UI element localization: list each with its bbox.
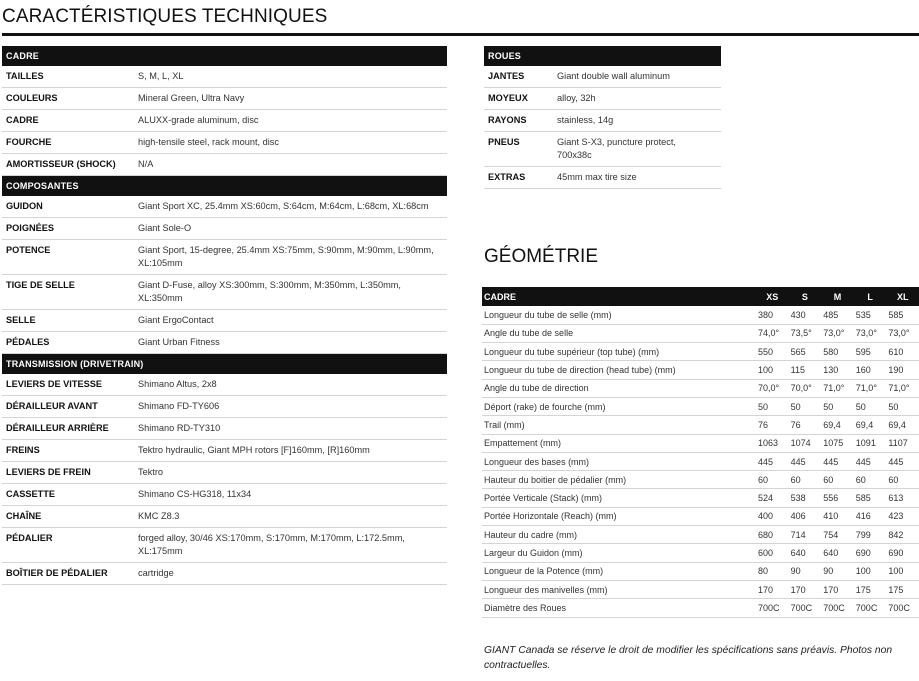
section-header: TRANSMISSION (DRIVETRAIN) bbox=[2, 354, 447, 374]
geometry-value: 76 bbox=[756, 416, 789, 434]
geometry-label: Empattement (mm) bbox=[482, 434, 756, 452]
geometry-label: Longueur du tube de selle (mm) bbox=[482, 306, 756, 324]
geometry-row bbox=[482, 471, 919, 489]
geometry-value: 170 bbox=[756, 580, 789, 598]
spec-label: TAILLES bbox=[6, 71, 44, 81]
spec-value: forged alloy, 30/46 XS:170mm, S:170mm, M:170mm, L:172.5mm, XL:175mm bbox=[138, 533, 405, 556]
spec-value: stainless, 14g bbox=[557, 115, 614, 125]
spec-label: BOÎTIER DE PÉDALIER bbox=[6, 568, 108, 578]
spec-value: KMC Z8.3 bbox=[138, 511, 180, 521]
spec-value: Shimano CS-HG318, 11x34 bbox=[138, 489, 252, 499]
spec-label: LEVIERS DE VITESSE bbox=[6, 379, 102, 389]
geometry-header-row bbox=[482, 287, 919, 306]
geometry-value: 69,4 bbox=[886, 416, 919, 434]
size-header: XL bbox=[886, 287, 919, 306]
geometry-value: 74,0° bbox=[756, 324, 789, 342]
geometry-label: Déport (rake) de fourche (mm) bbox=[482, 397, 756, 415]
title-rule bbox=[2, 33, 919, 36]
geometry-row bbox=[482, 489, 919, 507]
geometry-value: 842 bbox=[886, 526, 919, 544]
spec-value: Giant Urban Fitness bbox=[138, 337, 220, 347]
geometry-header-label: CADRE bbox=[482, 287, 756, 306]
geometry-value: 90 bbox=[789, 562, 822, 580]
geometry-value: 416 bbox=[854, 507, 887, 525]
spec-row bbox=[2, 332, 447, 354]
spec-value: 45mm max tire size bbox=[557, 172, 637, 182]
geometry-label: Diamètre des Roues bbox=[482, 599, 756, 617]
spec-label: DÉRAILLEUR AVANT bbox=[6, 401, 98, 411]
geometry-row bbox=[482, 397, 919, 415]
geometry-value: 400 bbox=[756, 507, 789, 525]
spec-row bbox=[484, 66, 721, 88]
spec-row bbox=[2, 154, 447, 176]
geometry-row bbox=[482, 416, 919, 434]
spec-value: S, M, L, XL bbox=[138, 71, 184, 81]
geometry-value: 1075 bbox=[821, 434, 854, 452]
geometry-row bbox=[482, 544, 919, 562]
geometry-value: 700C bbox=[756, 599, 789, 617]
spec-label: LEVIERS DE FREIN bbox=[6, 467, 91, 477]
spec-label: FOURCHE bbox=[6, 137, 52, 147]
geometry-value: 680 bbox=[756, 526, 789, 544]
geometry-value: 445 bbox=[821, 452, 854, 470]
spec-row bbox=[2, 528, 447, 563]
spec-value: alloy, 32h bbox=[557, 93, 596, 103]
spec-row bbox=[2, 110, 447, 132]
spec-label: POIGNÉES bbox=[6, 223, 54, 233]
geometry-value: 613 bbox=[886, 489, 919, 507]
geometry-value: 445 bbox=[886, 452, 919, 470]
geometry-value: 1107 bbox=[886, 434, 919, 452]
geometry-value: 1063 bbox=[756, 434, 789, 452]
spec-value: Shimano Altus, 2x8 bbox=[138, 379, 217, 389]
spec-value: Giant ErgoContact bbox=[138, 315, 214, 325]
geometry-value: 580 bbox=[821, 343, 854, 361]
geometry-value: 69,4 bbox=[821, 416, 854, 434]
geometry-value: 73,5° bbox=[789, 324, 822, 342]
geometry-value: 1074 bbox=[789, 434, 822, 452]
spec-value: N/A bbox=[138, 159, 154, 169]
spec-label: TIGE DE SELLE bbox=[6, 280, 75, 290]
spec-value: high-tensile steel, rack mount, disc bbox=[138, 137, 279, 147]
spec-row bbox=[2, 440, 447, 462]
geometry-row bbox=[482, 361, 919, 379]
spec-label: CASSETTE bbox=[6, 489, 56, 499]
section-header: ROUES bbox=[484, 46, 721, 66]
geometry-value: 190 bbox=[886, 361, 919, 379]
geometry-value: 410 bbox=[821, 507, 854, 525]
spec-label: SELLE bbox=[6, 315, 36, 325]
geometry-value: 600 bbox=[756, 544, 789, 562]
spec-value: Tektro hydraulic, Giant MPH rotors [F]160mm, [R]160mm bbox=[138, 445, 370, 455]
geometry-value: 445 bbox=[789, 452, 822, 470]
spec-label: POTENCE bbox=[6, 245, 51, 255]
spec-table-left bbox=[2, 46, 447, 585]
geometry-row bbox=[482, 306, 919, 324]
spec-row bbox=[484, 110, 721, 132]
geometry-value: 690 bbox=[886, 544, 919, 562]
geometry-value: 50 bbox=[886, 397, 919, 415]
geometry-row bbox=[482, 526, 919, 544]
geometry-value: 423 bbox=[886, 507, 919, 525]
geometry-value: 445 bbox=[854, 452, 887, 470]
geometry-value: 550 bbox=[756, 343, 789, 361]
spec-label: PÉDALIER bbox=[6, 533, 53, 543]
geometry-value: 175 bbox=[886, 580, 919, 598]
geometry-label: Portée Verticale (Stack) (mm) bbox=[482, 489, 756, 507]
geometry-value: 170 bbox=[789, 580, 822, 598]
spec-label: CADRE bbox=[6, 115, 39, 125]
geometry-label: Longueur du tube supérieur (top tube) (mm) bbox=[482, 343, 756, 361]
geometry-value: 380 bbox=[756, 306, 789, 324]
geometry-value: 80 bbox=[756, 562, 789, 580]
spec-value: Shimano FD-TY606 bbox=[138, 401, 220, 411]
spec-row bbox=[2, 462, 447, 484]
geometry-row bbox=[482, 343, 919, 361]
geometry-value: 160 bbox=[854, 361, 887, 379]
geometry-value: 700C bbox=[789, 599, 822, 617]
geometry-value: 700C bbox=[886, 599, 919, 617]
geometry-value: 130 bbox=[821, 361, 854, 379]
spec-row bbox=[2, 196, 447, 218]
spec-row bbox=[2, 563, 447, 585]
size-header: XS bbox=[756, 287, 789, 306]
size-header: S bbox=[789, 287, 822, 306]
spec-label: AMORTISSEUR (SHOCK) bbox=[6, 159, 116, 169]
spec-label: COULEURS bbox=[6, 93, 58, 103]
geometry-label: Longueur des manivelles (mm) bbox=[482, 580, 756, 598]
geometry-value: 100 bbox=[886, 562, 919, 580]
geometry-value: 60 bbox=[821, 471, 854, 489]
spec-row bbox=[2, 418, 447, 440]
geometry-value: 595 bbox=[854, 343, 887, 361]
spec-value: ALUXX-grade aluminum, disc bbox=[138, 115, 259, 125]
geometry-label: Hauteur du boitier de pédalier (mm) bbox=[482, 471, 756, 489]
geometry-label: Longueur des bases (mm) bbox=[482, 452, 756, 470]
geometry-value: 73,0° bbox=[854, 324, 887, 342]
geometry-label: Trail (mm) bbox=[482, 416, 756, 434]
spec-label: PNEUS bbox=[488, 137, 520, 147]
geometry-value: 175 bbox=[854, 580, 887, 598]
geometry-label: Angle du tube de selle bbox=[482, 324, 756, 342]
geometry-value: 406 bbox=[789, 507, 822, 525]
geometry-value: 50 bbox=[854, 397, 887, 415]
geometry-value: 754 bbox=[821, 526, 854, 544]
geometry-value: 700C bbox=[821, 599, 854, 617]
geometry-table bbox=[482, 287, 919, 618]
geometry-value: 115 bbox=[789, 361, 822, 379]
geometry-label: Portée Horizontale (Reach) (mm) bbox=[482, 507, 756, 525]
geometry-value: 73,0° bbox=[821, 324, 854, 342]
geometry-value: 538 bbox=[789, 489, 822, 507]
geometry-value: 610 bbox=[886, 343, 919, 361]
geometry-value: 71,0° bbox=[821, 379, 854, 397]
geometry-value: 640 bbox=[789, 544, 822, 562]
geometry-value: 70,0° bbox=[756, 379, 789, 397]
geometry-value: 50 bbox=[821, 397, 854, 415]
geometry-value: 60 bbox=[886, 471, 919, 489]
spec-row bbox=[2, 218, 447, 240]
geometry-label: Angle du tube de direction bbox=[482, 379, 756, 397]
spec-row bbox=[2, 506, 447, 528]
geometry-row bbox=[482, 434, 919, 452]
geometry-label: Hauteur du cadre (mm) bbox=[482, 526, 756, 544]
geometry-value: 71,0° bbox=[886, 379, 919, 397]
geometry-value: 73,0° bbox=[886, 324, 919, 342]
spec-label: RAYONS bbox=[488, 115, 527, 125]
geometry-value: 170 bbox=[821, 580, 854, 598]
geometry-value: 640 bbox=[821, 544, 854, 562]
spec-table-roues bbox=[484, 46, 721, 189]
geometry-label: Longueur du tube de direction (head tube) (mm) bbox=[482, 361, 756, 379]
geometry-value: 69,4 bbox=[854, 416, 887, 434]
geometry-row bbox=[482, 507, 919, 525]
geometry-value: 714 bbox=[789, 526, 822, 544]
geometry-value: 70,0° bbox=[789, 379, 822, 397]
spec-value: Giant double wall aluminum bbox=[557, 71, 670, 81]
geometry-value: 60 bbox=[854, 471, 887, 489]
spec-label: FREINS bbox=[6, 445, 40, 455]
geometry-row bbox=[482, 379, 919, 397]
geometry-value: 60 bbox=[756, 471, 789, 489]
geometry-value: 50 bbox=[789, 397, 822, 415]
geometry-title: GÉOMÉTRIE bbox=[484, 246, 599, 267]
spec-row bbox=[2, 374, 447, 396]
spec-row bbox=[484, 132, 721, 167]
geometry-value: 445 bbox=[756, 452, 789, 470]
size-header: M bbox=[821, 287, 854, 306]
spec-value: Giant Sport XC, 25.4mm XS:60cm, S:64cm, M:64cm, L:68cm, XL:68cm bbox=[138, 201, 429, 211]
geometry-value: 90 bbox=[821, 562, 854, 580]
spec-row bbox=[2, 88, 447, 110]
spec-row bbox=[484, 88, 721, 110]
spec-label: CHAÎNE bbox=[6, 511, 42, 521]
geometry-row bbox=[482, 324, 919, 342]
spec-value: Giant D-Fuse, alloy XS:300mm, S:300mm, M:350mm, L:350mm, XL:350mm bbox=[138, 280, 401, 303]
geometry-value: 524 bbox=[756, 489, 789, 507]
geometry-row bbox=[482, 562, 919, 580]
geometry-value: 430 bbox=[789, 306, 822, 324]
geometry-row bbox=[482, 599, 919, 617]
geometry-value: 60 bbox=[789, 471, 822, 489]
geometry-value: 556 bbox=[821, 489, 854, 507]
spec-label: JANTES bbox=[488, 71, 525, 81]
geometry-value: 700C bbox=[854, 599, 887, 617]
geometry-label: Largeur du Guidon (mm) bbox=[482, 544, 756, 562]
spec-row bbox=[2, 396, 447, 418]
geometry-value: 100 bbox=[756, 361, 789, 379]
geometry-value: 585 bbox=[886, 306, 919, 324]
spec-row bbox=[2, 132, 447, 154]
section-header: COMPOSANTES bbox=[2, 176, 447, 196]
spec-row bbox=[2, 275, 447, 310]
geometry-value: 565 bbox=[789, 343, 822, 361]
spec-value: Mineral Green, Ultra Navy bbox=[138, 93, 245, 103]
geometry-label: Longueur de la Potence (mm) bbox=[482, 562, 756, 580]
spec-label: DÉRAILLEUR ARRIÈRE bbox=[6, 423, 109, 433]
geometry-value: 1091 bbox=[854, 434, 887, 452]
spec-row bbox=[2, 310, 447, 332]
spec-row bbox=[2, 240, 447, 275]
geometry-row bbox=[482, 580, 919, 598]
geometry-row bbox=[482, 452, 919, 470]
spec-value: Giant Sole-O bbox=[138, 223, 192, 233]
spec-label: PÉDALES bbox=[6, 337, 50, 347]
page-title: CARACTÉRISTIQUES TECHNIQUES bbox=[2, 6, 328, 27]
spec-label: GUIDON bbox=[6, 201, 43, 211]
geometry-value: 71,0° bbox=[854, 379, 887, 397]
geometry-value: 485 bbox=[821, 306, 854, 324]
size-header: L bbox=[854, 287, 887, 306]
spec-label: MOYEUX bbox=[488, 93, 528, 103]
geometry-value: 100 bbox=[854, 562, 887, 580]
spec-label: EXTRAS bbox=[488, 172, 526, 182]
geometry-value: 76 bbox=[789, 416, 822, 434]
disclaimer-note: GIANT Canada se réserve le droit de modifier les spécifications sans préavis. Photos non contractuelles. bbox=[484, 645, 893, 671]
spec-value: cartridge bbox=[138, 568, 174, 578]
spec-row bbox=[2, 484, 447, 506]
geometry-value: 690 bbox=[854, 544, 887, 562]
spec-value: Giant Sport, 15-degree, 25.4mm XS:75mm, S:90mm, M:90mm, L:90mm, XL:105mm bbox=[138, 245, 434, 268]
spec-value: Giant S-X3, puncture protect, 700x38c bbox=[557, 137, 676, 160]
spec-value: Tektro bbox=[138, 467, 164, 477]
geometry-value: 50 bbox=[756, 397, 789, 415]
section-header: CADRE bbox=[2, 46, 447, 66]
spec-row bbox=[484, 167, 721, 189]
spec-row bbox=[2, 66, 447, 88]
geometry-value: 799 bbox=[854, 526, 887, 544]
spec-value: Shimano RD-TY310 bbox=[138, 423, 221, 433]
geometry-value: 585 bbox=[854, 489, 887, 507]
geometry-value: 535 bbox=[854, 306, 887, 324]
